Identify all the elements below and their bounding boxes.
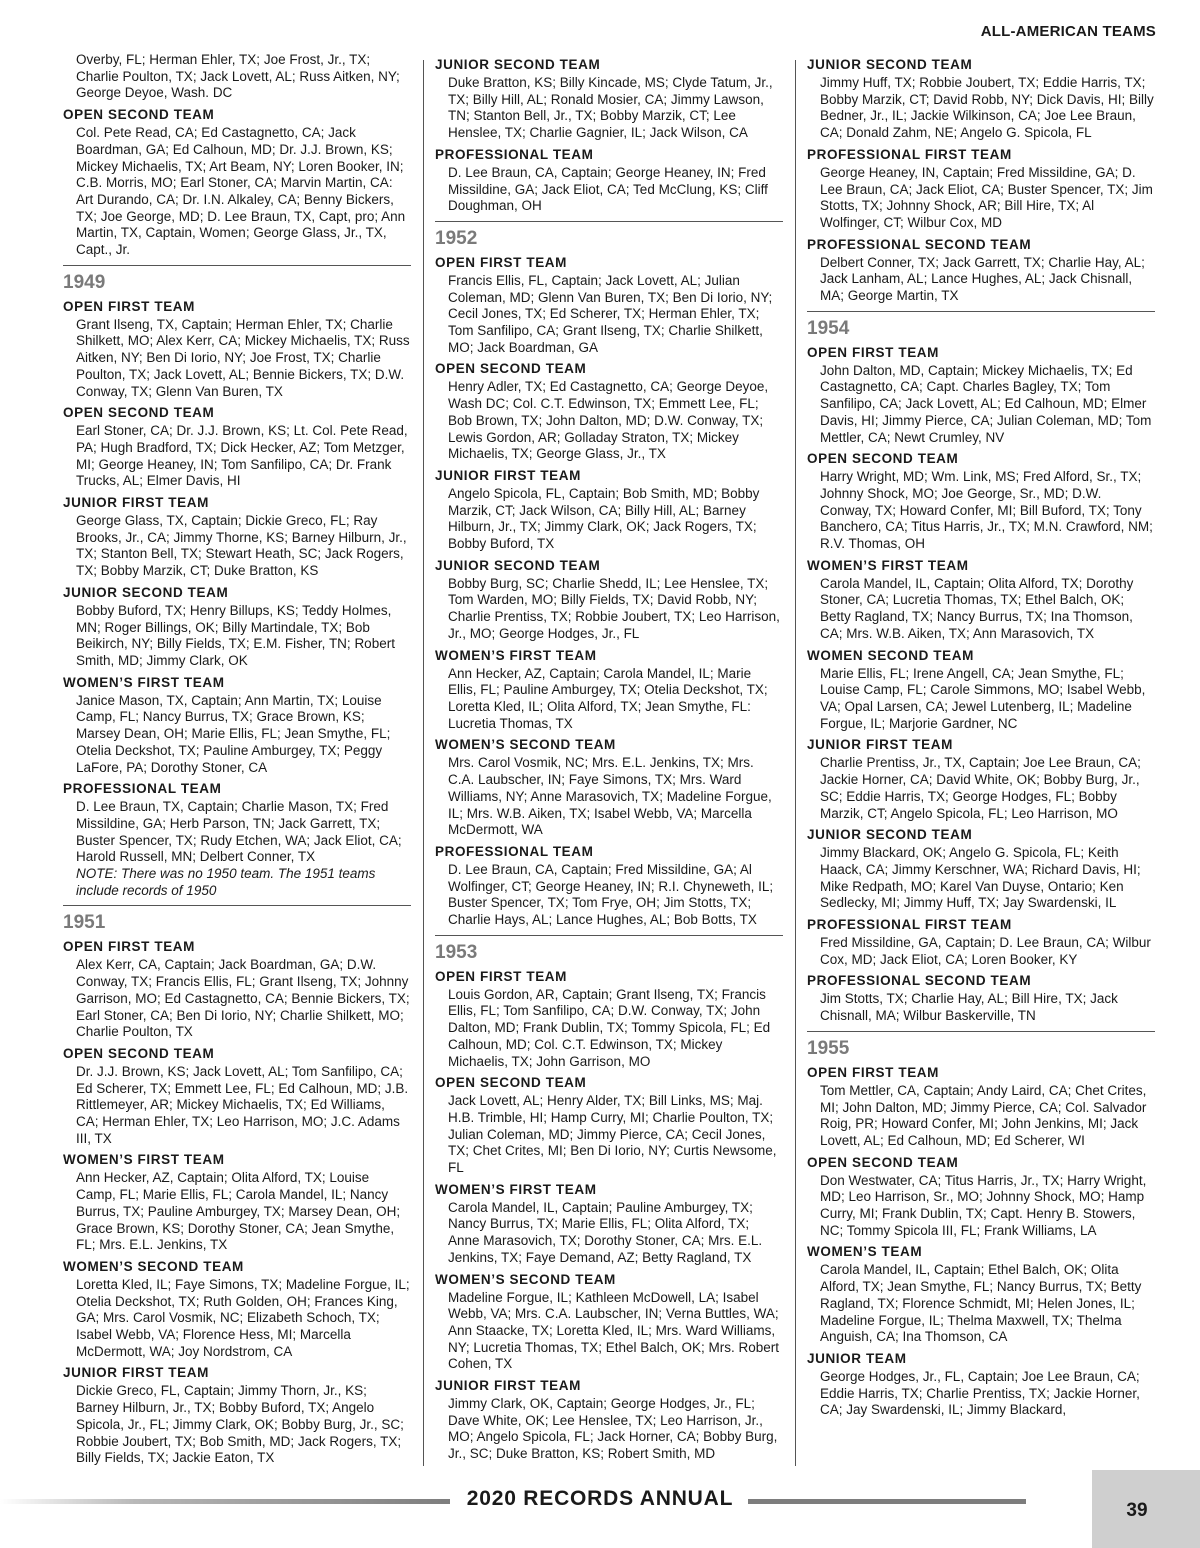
team-members: Madeline Forgue, IL; Kathleen McDowell, LA; Isabel Webb, VA; Mrs. C.A. Laubscher, IN; Verna Buttles, WA; Ann Staacke, TX; Loretta Kled, IL; Mrs. Ward Williams, NY; Lucretia Thomas, TX; Ethel Balch, OK; Mrs. Robert Cohen, TX: [448, 1289, 780, 1372]
team-members: Duke Bratton, KS; Billy Kincade, MS; Clyde Tatum, Jr., TX; Billy Hill, AL; Ronald Mosier, CA; Jimmy Lawson, TN; Stanton Bell, Jr., TX; Bobby Marzik, CT; Lee Henslee, TX; Charlie Gagnier, IL; Jack Wilson, CA: [448, 75, 773, 141]
team-members: Dr. J.J. Brown, KS; Jack Lovett, AL; Tom Sanfilipo, CA; Ed Scherer, TX; Emmett Lee, FL; Ed Calhoun, MD; J.B. Rittlemeyer, AR; Mickey Michaelis, TX; Ed Williams, CA; Herman Ehler, TX; Leo Harrison, MO; J.C. Adams III, TX: [76, 1063, 409, 1146]
year-heading: 1949: [63, 271, 106, 293]
team-members: Tom Mettler, CA, Captain; Andy Laird, CA; Chet Crites, MI; John Dalton, MD; Jimmy Pierce, CA; Col. Salvador Roig, PR; Howard Confer, MI; John Jenkins, MI; Jack Lovett, AL; Ed Calhoun, MD; Ed Scherer, WI: [820, 1082, 1147, 1148]
team-members: Jim Stotts, TX; Charlie Hay, AL; Bill Hire, TX; Jack Chisnall, MA; Wilbur Baskerville, TN: [820, 991, 1118, 1024]
team-heading: OPEN SECOND TEAM: [807, 1154, 959, 1170]
column-2: [435, 52, 783, 1476]
team-section: [435, 648, 783, 733]
continued-block: [435, 57, 783, 215]
team-section: [807, 558, 1155, 643]
team-heading: OPEN SECOND TEAM: [63, 405, 215, 421]
column-3: [807, 52, 1155, 1476]
team-heading: OPEN FIRST TEAM: [807, 344, 940, 360]
team-members: Jimmy Huff, TX; Robbie Joubert, TX; Eddie Harris, TX; Bobby Marzik, CT; David Robb, NY; Dick Davis, HI; Billy Bedner, Jr., IL; Jackie Wilkinson, CA; Joe Lee Braun, CA; Donald Zahm, NE; Angelo G. Spicola, FL: [820, 75, 1154, 141]
team-section: [63, 299, 411, 401]
year-block-1951: [63, 905, 411, 1467]
publication-title: 2020 RECORDS ANNUAL: [466, 1487, 734, 1510]
team-section: [807, 147, 1155, 232]
team-section: [63, 585, 411, 670]
team-members: Harry Wright, MD; Wm. Link, MS; Fred Alford, Sr., TX; Johnny Shock, MO; Joe George, Sr., MD; D.W. Conway, TX; Howard Confer, MI; Bill Buford, TX; Tony Banchero, CA; Titus Harris, Jr., TX; M.N. Crawford, NM; R.V. Thomas, OH: [820, 469, 1153, 552]
page-footer: [0, 1460, 1200, 1548]
team-heading: OPEN SECOND TEAM: [435, 361, 587, 377]
team-section: [807, 648, 1155, 733]
team-section: [63, 107, 411, 259]
year-heading: 1954: [807, 317, 850, 339]
team-section: [435, 255, 783, 357]
team-members: Fred Missildine, GA, Captain; D. Lee Braun, CA; Wilbur Cox, MD; Jack Eliot, CA; Loren Booker, KY: [820, 935, 1151, 967]
team-heading: PROFESSIONAL FIRST TEAM: [807, 917, 1012, 933]
team-members: Angelo Spicola, FL, Captain; Bob Smith, MD; Bobby Marzik, CT; Jack Wilson, CA; Billy Hill, AL; Barney Hilburn, Jr., TX; Jimmy Clark, OK; Jack Rogers, TX; Bobby Buford, TX: [448, 485, 760, 552]
team-heading: WOMEN’S FIRST TEAM: [63, 1152, 225, 1168]
team-heading: OPEN FIRST TEAM: [435, 254, 568, 270]
team-members: Carola Mandel, IL, Captain; Ethel Balch, OK; Olita Alford, TX; Jean Smythe, FL; Nancy Burrus, TX; Betty Ragland, TX; Florence Schmidt, MI; Helen Jones, IL; Madeline Forgue, IL; Thelma Maxwell, TX; Thelma Anguish, CA; Ina Thomson, CA: [820, 1262, 1142, 1345]
team-heading: OPEN FIRST TEAM: [63, 939, 196, 955]
team-members: Mrs. Carol Vosmik, NC; Mrs. E.L. Jenkins, TX; Mrs. C.A. Laubscher, IN; Faye Simons, TX; Mrs. Ward Williams, NY; Anne Marasovich, TX; Madeline Forgue, IL; Mrs. W.B. Aiken, TX; Isabel Webb, VA; Marcella McDermott, WA: [448, 755, 772, 838]
team-section: [63, 495, 411, 580]
team-section: [63, 781, 411, 899]
column-1: [63, 52, 411, 1476]
team-members: Loretta Kled, IL; Faye Simons, TX; Madeline Forgue, IL; Otelia Deckshot, TX; Ruth Golden, OH; Frances King, GA; Mrs. Carol Vosmik, NC; Elizabeth Schoch, TX; Isabel Webb, VA; Florence Hess, MI; Marcella McDermott, WA; Joy Nordstrom, CA: [76, 1276, 410, 1359]
team-heading: OPEN FIRST TEAM: [807, 1064, 940, 1080]
team-heading: WOMEN’S SECOND TEAM: [435, 1271, 616, 1287]
year-divider: [435, 221, 783, 222]
team-members: Jimmy Blackard, OK; Angelo G. Spicola, FL; Keith Haack, CA; Jimmy Kerschner, WA; Richard Davis, HI; Mike Redpath, MO; Karel Van Duyse, Ontario; Ken Sedlecky, MI; Jimmy Huff, TX; Jay Swardenski, IL: [820, 845, 1141, 911]
continued-block: [63, 52, 411, 259]
team-members: Earl Stoner, CA; Dr. J.J. Brown, KS; Lt. Col. Pete Read, PA; Hugh Bradford, TX; Dick Hecker, AZ; Tom Metzger, MI; George Heaney, IN; Tom Sanfilipo, CA; Dr. Frank Trucks, AL; Elmer Davis, HI: [76, 423, 408, 489]
team-heading: WOMEN’S SECOND TEAM: [435, 737, 616, 753]
team-section: [435, 468, 783, 553]
team-heading: WOMEN SECOND TEAM: [807, 647, 974, 663]
running-head: ALL-AMERICAN TEAMS: [980, 23, 1156, 40]
team-section: [63, 1152, 411, 1254]
team-note: NOTE: There was no 1950 team. The 1951 teams include records of 1950: [76, 866, 376, 898]
team-members: Grant Ilseng, TX, Captain; Herman Ehler, TX; Charlie Shilkett, MO; Alex Kerr, CA; Mickey Michaelis, TX; Russ Aitken, NY; Ben Di Iorio, NY; Joe Frost, TX; Charlie Poulton, TX; Jack Lovett, AL; Bennie Bickers, TX; D.W. Conway, TX; Glenn Van Buren, TX: [76, 316, 410, 399]
team-section: [435, 737, 783, 839]
year-block-1955: [807, 1031, 1155, 1419]
team-members: Ann Hecker, AZ, Captain; Olita Alford, TX; Louise Camp, FL; Marie Ellis, FL; Carola Mandel, IL; Nancy Burrus, TX; Pauline Amburgey, TX; Marsey Dean, OH; Grace Brown, KS; Dorothy Stoner, CA; Jean Smythe, FL; Mrs. E.L. Jenkins, TX: [76, 1170, 401, 1253]
footer-rule-left: [0, 1499, 450, 1504]
team-members: Don Westwater, CA; Titus Harris, Jr., TX; Harry Wright, MD; Leo Harrison, Sr., MO; Johnny Shock, MO; Hamp Curry, MI; Frank Dublin, TX; Capt. Henry B. Stowers, NC; Tommy Spicola III, FL; Frank Williams, LA: [820, 1172, 1147, 1238]
team-heading: OPEN SECOND TEAM: [807, 451, 959, 467]
team-heading: JUNIOR FIRST TEAM: [435, 1378, 581, 1394]
team-section: [435, 1272, 783, 1374]
year-divider: [807, 1031, 1155, 1032]
team-members: George Glass, TX, Captain; Dickie Greco, FL; Ray Brooks, Jr., CA; Jimmy Thorne, KS; Barney Hilburn, Jr., TX; Stanton Bell, TX; Stewart Heath, SC; Jack Rogers, TX; Bobby Marzik, CT; Duke Bratton, KS: [76, 513, 407, 579]
team-section: [807, 57, 1155, 142]
team-members: Carola Mandel, IL, Captain; Pauline Amburgey, TX; Nancy Burrus, TX; Marie Ellis, FL; Olita Alford, TX; Anne Marasovich, TX; Dorothy Stoner, CA; Mrs. E.L. Jenkins, TX; Faye Demand, AZ; Betty Ragland, TX: [448, 1199, 763, 1265]
team-heading: OPEN FIRST TEAM: [435, 968, 568, 984]
team-heading: OPEN SECOND TEAM: [63, 107, 215, 123]
team-heading: WOMEN’S FIRST TEAM: [807, 557, 969, 573]
team-members: Bobby Buford, TX; Henry Billups, KS; Teddy Holmes, MN; Roger Billings, OK; Billy Martindale, TX; Bob Beikirch, NY; Billy Fields, TX; E.M. Fisher, TN; Robert Smith, MD; Jimmy Clark, OK: [76, 602, 395, 668]
team-section: [807, 1155, 1155, 1240]
team-heading: PROFESSIONAL SECOND TEAM: [807, 973, 1032, 989]
team-members: Henry Adler, TX; Ed Castagnetto, CA; George Deyoe, Wash DC; Col. C.T. Edwinson, TX; Emmett Lee, FL; Bob Brown, TX; John Dalton, MD; D.W. Conway, TX; Lewis Gordon, AR; Golladay Straton, TX; Mickey Michaelis, TX; George Glass, Jr., TX: [448, 379, 769, 462]
year-block-1949: [63, 265, 411, 900]
team-heading: PROFESSIONAL FIRST TEAM: [807, 146, 1012, 162]
team-heading: JUNIOR SECOND TEAM: [807, 827, 973, 843]
team-members: Delbert Conner, TX; Jack Garrett, TX; Charlie Hay, AL; Jack Lanham, AL; Lance Hughes, AL; Jack Chisnall, MA; George Martin, TX: [820, 254, 1145, 304]
team-section: [807, 737, 1155, 822]
team-section: [435, 1378, 783, 1463]
team-members: Bobby Burg, SC; Charlie Shedd, IL; Lee Henslee, TX; Tom Warden, MO; Billy Fields, TX; David Robb, NY; Charlie Prentiss, TX; Robbie Joubert, TX; Leo Harrison, Jr., MO; George Hodges, Jr., FL: [448, 575, 780, 641]
team-members: George Heaney, IN, Captain; Fred Missildine, GA; D. Lee Braun, CA; Jack Eliot, CA; Buster Spencer, TX; Jim Stotts, TX; Johnny Shock, AR; Bill Hire, TX; Al Wolfinger, CT; Wilbur Cox, MD: [820, 164, 1153, 230]
year-divider: [63, 265, 411, 266]
team-members: D. Lee Braun, TX, Captain; Charlie Mason, TX; Fred Missildine, GA; Herb Parson, TN; Jack Garrett, TX; Buster Spencer, TX; Rudy Etchen, WA; Jack Eliot, CA; Harold Russell, MN; Delbert Conner, TX: [76, 799, 402, 865]
team-section: [807, 451, 1155, 553]
team-section: [435, 558, 783, 643]
team-members: Alex Kerr, CA, Captain; Jack Boardman, GA; D.W. Conway, TX; Francis Ellis, FL; Grant Ilseng, TX; Johnny Garrison, MO; Ed Castagnetto, CA; Bennie Bickers, TX; Earl Stoner, CA; Ben Di Iorio, NY; Charlie Shilkett, MO; Charlie Poulton, TX: [76, 957, 410, 1040]
team-members: Marie Ellis, FL; Irene Angell, CA; Jean Smythe, FL; Louise Camp, FL; Carole Simmons, MO; Isabel Webb, VA; Opal Larsen, CA; Jewel Lutenberg, IL; Madeline Forgue, IL; Marjorie Gardner, NC: [820, 665, 1146, 731]
team-section: [807, 973, 1155, 1024]
team-heading: PROFESSIONAL TEAM: [63, 781, 222, 797]
team-heading: JUNIOR SECOND TEAM: [807, 57, 973, 72]
team-heading: JUNIOR FIRST TEAM: [63, 1365, 209, 1381]
team-section: [435, 361, 783, 463]
team-section: [435, 1182, 783, 1267]
team-heading: OPEN FIRST TEAM: [63, 298, 196, 314]
team-heading: OPEN SECOND TEAM: [435, 1075, 587, 1091]
team-heading: PROFESSIONAL SECOND TEAM: [807, 236, 1032, 252]
year-heading: 1953: [435, 941, 478, 963]
team-heading: PROFESSIONAL TEAM: [435, 843, 594, 859]
year-heading: 1951: [63, 912, 106, 934]
year-heading: 1955: [807, 1037, 850, 1059]
year-heading: 1952: [435, 227, 478, 249]
team-heading: WOMEN’S FIRST TEAM: [435, 647, 597, 663]
continued-block: [807, 57, 1155, 305]
team-section: [807, 1351, 1155, 1419]
team-section: [63, 52, 411, 102]
team-heading: JUNIOR SECOND TEAM: [435, 557, 601, 573]
year-divider: [435, 935, 783, 936]
team-section: [807, 1244, 1155, 1346]
team-members: John Dalton, MD, Captain; Mickey Michaelis, TX; Ed Castagnetto, CA; Capt. Charles Bagley, TX; Tom Sanfilipo, CA; Jack Lovett, AL; Ed Calhoun, MD; Elmer Davis, HI; Jimmy Pierce, CA; Julian Coleman, MD; Tom Mettler, CA; Newt Crumley, NV: [820, 362, 1152, 445]
team-members: Col. Pete Read, CA; Ed Castagnetto, CA; Jack Boardman, GA; Ed Calhoun, MD; Dr. J.J. Brown, KS; Mickey Michaelis, TX; Art Beam, NY; Loren Booker, IN; C.B. Morris, MO; Earl Stoner, CA; Marvin Martin, CA: Art Durando, CA; Dr. I.N. Alkaley, CA; Benny Bickers, TX; Joe George, MD; D. Lee Braun, TX, Capt, pro; Ann Martin, TX, Captain, Women; George Glass, Jr., TX, Capt., Jr.: [76, 125, 406, 258]
year-divider: [63, 905, 411, 906]
team-members: George Hodges, Jr., FL, Captain; Joe Lee Braun, CA; Eddie Harris, TX; Charlie Prentiss, TX; Jackie Horner, CA; Jay Swardenski, IL; Jimmy Blackard,: [820, 1368, 1140, 1418]
team-heading: JUNIOR TEAM: [807, 1350, 907, 1366]
team-section: [435, 57, 783, 142]
team-members: Overby, FL; Herman Ehler, TX; Joe Frost, Jr., TX; Charlie Poulton, TX; Jack Lovett, AL; Russ Aitken, NY; George Deyoe, Wash. DC: [76, 52, 400, 101]
team-section: [435, 1075, 783, 1177]
team-members: Francis Ellis, FL, Captain; Jack Lovett, AL; Julian Coleman, MD; Glenn Van Buren, TX; Ben Di Iorio, NY; Cecil Jones, TX; Ed Scherer, TX; Herman Ehler, TX; Tom Sanfilipo, CA; Grant Ilseng, TX; Charlie Shilkett, MO; Jack Boardman, GA: [448, 272, 773, 355]
team-members: Jimmy Clark, OK, Captain; George Hodges, Jr., FL; Dave White, OK; Lee Henslee, TX; Leo Harrison, Jr., MO; Angelo Spicola, FL; Jack Horner, CA; Bobby Burg, Jr., SC; Duke Bratton, KS; Robert Smith, MD: [448, 1396, 778, 1462]
team-section: [63, 1046, 411, 1148]
year-divider: [807, 311, 1155, 312]
team-heading: WOMEN’S FIRST TEAM: [63, 674, 225, 690]
team-members: Charlie Prentiss, Jr., TX, Captain; Joe Lee Braun, CA; Jackie Horner, CA; David White, OK; Bobby Burg, Jr., SC; Eddie Harris, TX; George Hodges, FL; Bobby Marzik, CT; Angelo Spicola, FL; Leo Harrison, MO: [820, 755, 1141, 821]
team-heading: WOMEN’S TEAM: [807, 1244, 923, 1260]
year-block-1953: [435, 935, 783, 1463]
team-heading: JUNIOR FIRST TEAM: [435, 467, 581, 483]
team-section: [807, 345, 1155, 447]
team-section: [435, 147, 783, 215]
page-number-box: [1092, 1470, 1200, 1548]
team-members: D. Lee Braun, CA, Captain; George Heaney, IN; Fred Missildine, GA; Jack Eliot, CA; Ted McClung, KS; Cliff Doughman, OH: [448, 164, 768, 214]
team-heading: JUNIOR FIRST TEAM: [63, 495, 209, 511]
team-members: Jack Lovett, AL; Henry Alder, TX; Bill Links, MS; Maj. H.B. Trimble, HI; Hamp Curry, MI; Charlie Poulton, TX; Julian Coleman, MD; Jimmy Pierce, CA; Cecil Jones, TX; Chet Crites, MI; Ben Di Iorio, NY; Curtis Newsome, FL: [448, 1093, 777, 1176]
page-number: 39: [1126, 1500, 1148, 1521]
team-members: Ann Hecker, AZ, Captain; Carola Mandel, IL; Marie Ellis, FL; Pauline Amburgey, TX; Otelia Deckshot, TX; Loretta Kled, IL; Olita Alford, TX; Jean Smythe, FL: Lucretia Thomas, TX: [448, 665, 768, 731]
team-heading: JUNIOR SECOND TEAM: [63, 584, 229, 600]
team-heading: JUNIOR FIRST TEAM: [807, 737, 953, 753]
team-heading: JUNIOR SECOND TEAM: [435, 57, 601, 72]
team-section: [63, 1365, 411, 1467]
team-members: D. Lee Braun, CA, Captain; Fred Missildine, GA; Al Wolfinger, CT; George Heaney, IN; R.I. Chyneweth, IL; Buster Spencer, TX; Tom Frye, OH; Jim Stotts, TX; Charlie Hays, AL; Lance Hughes, AL; Bob Botts, TX: [448, 861, 774, 928]
team-section: [807, 827, 1155, 912]
team-section: [435, 844, 783, 929]
team-section: [63, 939, 411, 1041]
team-columns: [0, 52, 1200, 1476]
team-section: [435, 969, 783, 1071]
team-section: [63, 675, 411, 777]
team-heading: WOMEN’S FIRST TEAM: [435, 1181, 597, 1197]
team-heading: PROFESSIONAL TEAM: [435, 146, 594, 162]
year-block-1954: [807, 311, 1155, 1025]
year-block-1952: [435, 221, 783, 929]
team-section: [63, 1259, 411, 1361]
team-heading: OPEN SECOND TEAM: [63, 1045, 215, 1061]
team-section: [807, 1065, 1155, 1150]
team-members: Carola Mandel, IL, Captain; Olita Alford, TX; Dorothy Stoner, CA; Lucretia Thomas, TX; Ethel Balch, OK; Betty Ragland, TX; Nancy Burrus, TX; Ina Thomson, CA; Mrs. W.B. Aiken, TX; Ann Marasovich, TX: [820, 575, 1134, 641]
footer-rule-right: [748, 1499, 1026, 1504]
team-members: Janice Mason, TX, Captain; Ann Martin, TX; Louise Camp, FL; Nancy Burrus, TX; Grace Brown, KS; Marsey Dean, OH; Marie Ellis, FL; Jean Smythe, FL; Otelia Deckshot, TX; Pauline Amburgey, TX; Peggy LaFore, PA; Dorothy Stoner, CA: [76, 692, 391, 775]
team-heading: WOMEN’S SECOND TEAM: [63, 1258, 244, 1274]
team-section: [63, 405, 411, 490]
team-members: Louis Gordon, AR, Captain; Grant Ilseng, TX; Francis Ellis, FL; Tom Sanfilipo, CA; D.W. Conway, TX; John Dalton, MD; Frank Dublin, TX; Tommy Spicola, FL; Ed Calhoun, MD; Col. C.T. Edwinson, TX; Mickey Michaelis, TX; John Garrison, MO: [448, 986, 771, 1069]
team-section: [807, 917, 1155, 968]
team-section: [807, 237, 1155, 305]
team-members: Dickie Greco, FL, Captain; Jimmy Thorn, Jr., KS; Barney Hilburn, Jr., TX; Bobby Buford, TX; Angelo Spicola, Jr., FL; Jimmy Clark, OK; Bobby Burg, Jr., SC; Robbie Joubert, TX; Bob Smith, MD; Jack Rogers, TX; Billy Fields, TX; Jackie Eaton, TX: [76, 1383, 404, 1466]
